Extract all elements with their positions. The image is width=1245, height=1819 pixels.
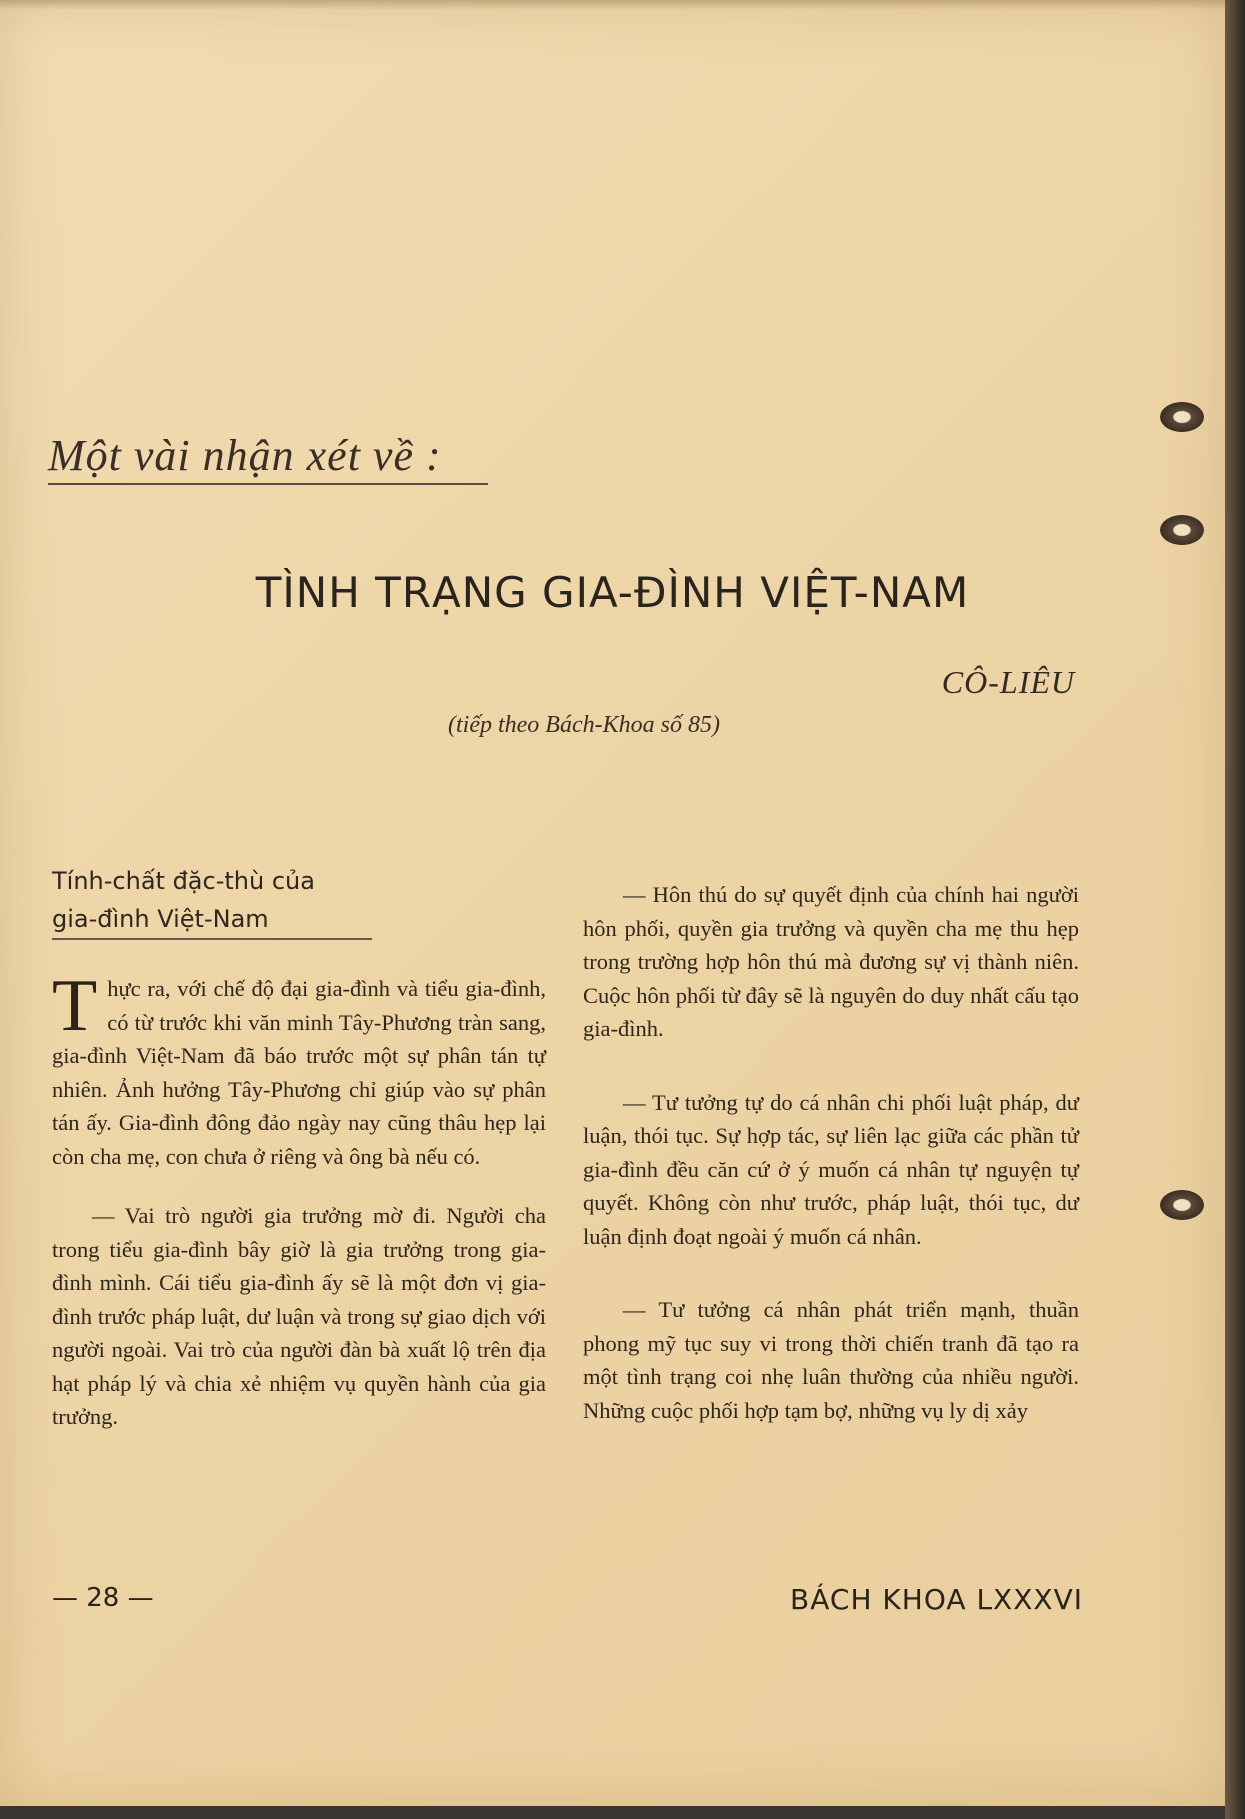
- binding-hole-icon: [1160, 1190, 1204, 1220]
- page-top-edge: [0, 0, 1225, 10]
- left-paragraph-2: — Vai trò người gia trưởng mờ đi. Người cha trong tiểu gia-đình bây giờ là gia trưởng trong gia-đình mình. Cái tiểu gia-đình ấy sẽ là một đơn vị gia-đình trước pháp luật, dư luận và trong sự giao dịch với người ngoài. Vai trò của người đàn bà xuất lộ trên địa hạt pháp lý và chia xẻ nhiệm vụ quyền hành của gia trưởng.: [52, 1203, 546, 1429]
- left-paragraph-1-text: hực ra, với chế độ đại gia-đình và tiểu gia-đình, có từ trước khi văn minh Tây-Phương tràn sang, gia-đình Việt-Nam đã báo trước một sự phân tán tự nhiên. Ảnh hưởng Tây-Phương chỉ giúp vào sự phân tán ấy. Gia-đình đông đảo ngày nay cũng thâu hẹp lại còn cha mẹ, con chưa ở riêng và ông bà nếu có.: [52, 976, 546, 1169]
- publication-name: BÁCH KHOA LXXXVI: [790, 1583, 1083, 1616]
- page-edge-shadow: [1225, 0, 1245, 1819]
- binding-hole-icon: [1160, 515, 1204, 545]
- section-subhead: [52, 862, 372, 940]
- subhead-line-1: Tính-chất đặc-thù của: [52, 867, 315, 895]
- continuation-note: (tiếp theo Bách-Khoa số 85): [448, 712, 720, 738]
- left-column: [52, 965, 546, 1434]
- right-paragraph-3: — Tư tưởng cá nhân phát triển mạnh, thuần phong mỹ tục suy vi trong thời chiến tranh đã tạo ra một tình trạng coi nhẹ luân thường của nhiều người. Những cuộc phối hợp tạm bợ, những vụ ly dị xảy: [583, 1297, 1079, 1423]
- article-title: TÌNH TRẠNG GIA-ĐÌNH VIỆT-NAM: [255, 568, 970, 617]
- binding-hole-icon: [1160, 402, 1204, 432]
- article-author: CÔ-LIÊU: [941, 664, 1075, 700]
- right-paragraph-1: — Hôn thú do sự quyết định của chính hai người hôn phối, quyền gia trưởng và quyền cha mẹ thu hẹp trong trường hợp hôn thú mà đương sự vị thành niên. Cuộc hôn phối từ đây sẽ là nguyên do duy nhất cấu tạo gia-đình.: [583, 882, 1079, 1041]
- right-paragraph-2: — Tư tưởng tự do cá nhân chi phối luật pháp, dư luận, thói tục. Sự hợp tác, sự liên lạc giữa các phần tử gia-đình đều căn cứ ở ý muốn cá nhân tự nguyện tự quyết. Không còn như trước, pháp luật, thói tục, dư luận định đoạt ngoài ý muốn cá nhân.: [583, 1089, 1079, 1249]
- right-column: [583, 878, 1079, 1427]
- subhead-line-2: gia-đình Việt-Nam: [52, 905, 269, 933]
- drop-cap: T: [52, 965, 98, 1047]
- left-paragraph-1: [52, 965, 546, 1173]
- page-number: — 28 —: [52, 1583, 154, 1613]
- article-kicker: Một vài nhận xét về :: [48, 430, 488, 485]
